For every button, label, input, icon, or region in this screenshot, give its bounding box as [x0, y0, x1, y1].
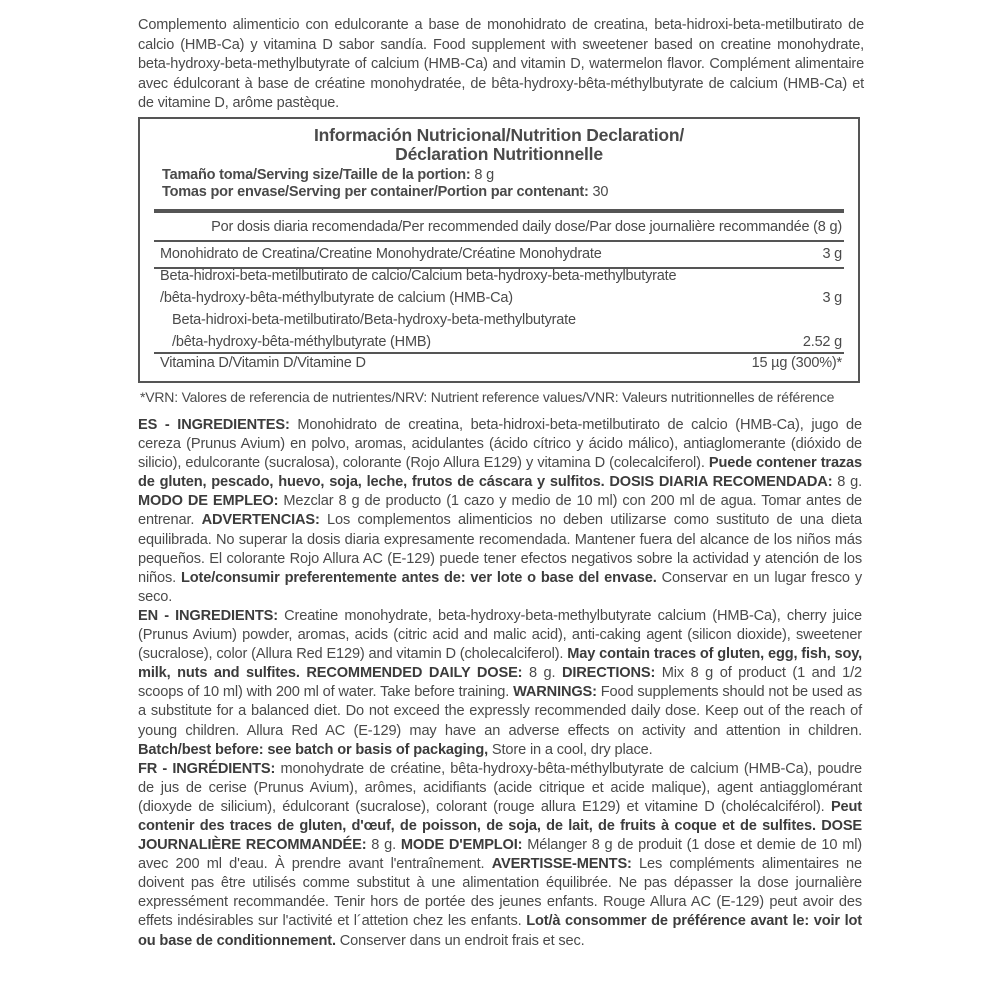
nutrient-row	[160, 352, 842, 374]
fr-warnings-label: AVERTISSE-MENTS:	[491, 856, 632, 873]
serving-info	[162, 167, 608, 201]
servings-per-container	[162, 184, 608, 201]
fr-lot-text: Conserver dans un endroit frais et sec.	[335, 932, 585, 949]
servings-value: 30	[592, 184, 609, 200]
en-allergens: May contain traces of gluten, egg, fish, soy, milk, nuts and sulfites.	[138, 646, 862, 682]
section-en	[138, 607, 862, 760]
title-line-2: Déclaration Nutritionnelle	[395, 144, 603, 164]
es-dose-text: 8 g.	[832, 474, 862, 491]
en-batch-label: Batch/best before: see batch or basis of packaging,	[138, 741, 488, 758]
product-description: Complemento alimenticio con edulcorante a base de monohidrato de creatina, beta-hidroxi-beta-metilbutirato de calcio (HMB-Ca) y vitamina D sabor sandía. Food supplement with sweetener based on creatine monohydrate, beta-hydroxy-beta-methylbutyrate of calcium (HMB-Ca) and vitamin D, watermelon flavor. Complément alimentaire avec édulcorant à base de créatine monohydratée, de bêta-hydroxy-bêta-méthylbutyrate de calcium (HMB-Ca) et de vitamine D, arôme pastèque.	[138, 17, 864, 111]
fr-allergens: Peut contenir des traces de gluten, d'œuf, de poisson, de soja, de lait, de fruits à coque et de sulfites.	[138, 798, 862, 834]
fr-lot-label: Lot/à consommer de préférence avant le: voir lot ou base de conditionnement.	[138, 913, 862, 949]
nutrient-value: 2.52 g	[802, 334, 842, 350]
servings-label: Tomas por envase/Serving per container/Portion par contenant:	[162, 184, 589, 200]
en-warnings-text: Food supplements should not be used as a substitute for a balanced diet. Do not exceed the expressly recommended daily dose. Keep out of the reach of young children. Allura Red AC (E-129) may have an adverse effects on activity and attention in children.	[138, 684, 862, 739]
en-warnings-label: WARNINGS:	[513, 684, 597, 701]
serving-size-label: Tamaño toma/Serving size/Taille de la portion:	[162, 167, 471, 183]
nutrition-panel	[138, 117, 860, 383]
nutrient-label: Monohidrato de Creatina/Creatine Monohydrate/Créatine Monohydrate	[160, 246, 602, 262]
dose-header: Por dosis diaria recomendada/Per recommended daily dose/Par dose journalière recommandée (8 g)	[211, 219, 842, 235]
nutrient-value: 3 g	[822, 246, 842, 262]
nutrient-label-line-1: Beta-hidroxi-beta-metilbutirato de calcio/Calcium beta-hydroxy-beta-methylbutyrate	[160, 268, 677, 284]
section-fr	[138, 760, 862, 951]
serving-size	[162, 167, 608, 184]
nutrient-label-line-1: Beta-hidroxi-beta-metilbutirato/Beta-hydroxy-beta-methylbutyrate	[172, 312, 576, 328]
nutrient-label-line-2: /bêta-hydroxy-bêta-méthylbutyrate de calcium (HMB-Ca)	[160, 290, 513, 306]
title-line-1: Información Nutricional/Nutrition Declaration/	[314, 125, 684, 145]
fr-dose-text: 8 g.	[366, 837, 401, 854]
fr-mode-text: Mélanger 8 g de produit (1 dose et demie de 10 ml) avec 200 ml d'eau. À prendre avant l'entraînement.	[138, 837, 863, 873]
section-es	[138, 416, 862, 607]
es-mode-text: Mezclar 8 g de producto (1 cazo y medio de 10 ml) con 200 ml de agua. Tomar antes de entrenar.	[138, 493, 863, 529]
es-dose-label: DOSIS DIARIA RECOMENDADA:	[604, 474, 833, 491]
es-lot-text: Conservar en un lugar fresco y seco.	[138, 569, 863, 605]
nrv-footnote: *VRN: Valores de referencia de nutrientes/NRV: Nutrient reference values/VNR: Valeurs nutritionnelles de référence	[140, 389, 835, 405]
es-warnings-label: ADVERTENCIAS:	[201, 512, 320, 529]
es-lot-label: Lote/consumir preferentemente antes de: ver lote o base del envase.	[181, 569, 657, 586]
es-mode-label: MODO DE EMPLEO:	[138, 493, 279, 510]
es-ingredients-text: Monohidrato de creatina, beta-hidroxi-beta-metilbutirato de calcio (HMB-Ca), jugo de cereza (Prunus Avium) en polvo, aromas, acidulantes (ácido cítrico y ácido málico), antiaglomerante (dióxido de silicio), edulcorante (sucralosa), colorante (Rojo Allura E129) y vitamina D (colecalciferol).	[138, 417, 862, 472]
fr-mode-label: MODE D'EMPLOI:	[400, 837, 523, 854]
es-warnings-text: Los complementos alimenticios no deben utilizarse como sustituto de una dieta equilibrada. No superar la dosis diaria expresamente recomendada. Mantener fuera del alcance de los niños más pequeños. El colorante Rojo Allura AC (E-129) puede tener efectos negativos sobre la actividad y atención de los niños.	[138, 512, 862, 586]
en-directions-text: Mix 8 g of product (1 and 1/2 scoops of 10 ml) with 200 ml of water. Take before training.	[138, 665, 862, 701]
fr-dose-label: DOSE JOURNALIÈRE RECOMMANDÉE:	[138, 817, 862, 854]
en-dose-text: 8 g.	[522, 665, 562, 682]
fr-ingredients-label: FR - INGRÉDIENTS:	[138, 760, 276, 777]
en-ingredients-label: EN - INGREDIENTS:	[138, 607, 278, 624]
nutrient-label-line-2: /bêta-hydroxy-bêta-méthylbutyrate (HMB)	[172, 334, 431, 350]
en-dose-label: RECOMMENDED DAILY DOSE:	[299, 665, 523, 682]
nutrition-panel-title	[140, 126, 858, 164]
divider	[154, 240, 844, 242]
ingredients-block	[138, 416, 862, 951]
nutrient-row	[160, 265, 842, 309]
nutrient-sub-row	[172, 309, 842, 353]
en-directions-label: DIRECTIONS:	[561, 665, 656, 682]
es-allergens: Puede contener trazas de gluten, pescado, huevo, soja, leche, frutos de cáscara y sulfitos.	[138, 455, 862, 491]
nutrient-row	[160, 243, 842, 265]
fr-warnings-text: Les compléments alimentaires ne doivent pas être utilisés comme substitut à une alimentation équilibrée. Ne pas dépasser la dose journalière expressément recommandée. Tenir hors de portée des jeunes enfants. Rouge Allura AC (E-129) peut avoir des effets indésirables sur l'activité et l´attetion chez les enfants.	[138, 856, 862, 930]
es-ingredients-label: ES - INGREDIENTES:	[138, 417, 290, 433]
fr-ingredients-text: monohydrate de créatine, bêta-hydroxy-bêta-méthylbutyrate de calcium (HMB-Ca), poudre de jus de cerise (Prunus Avium), arômes, acidifiants (acide citrique et acide malique), agent antiagglomérant (dioxyde de silicium), édulcorant (sucralose), colorant (rouge allura E129) et vitamine D (cholécalciférol).	[138, 760, 863, 815]
en-batch-text: Store in a cool, dry place.	[488, 741, 653, 758]
thick-divider	[154, 209, 844, 213]
nutrient-value: 3 g	[822, 290, 842, 306]
nutrient-label: Vitamina D/Vitamin D/Vitamine D	[160, 355, 366, 371]
en-ingredients-text: Creatine monohydrate, beta-hydroxy-beta-methylbutyrate calcium (HMB-Ca), cherry juice (Prunus Avium) powder, aromas, acids (citric acid and malic acid), anti-caking agent (silicon dioxide), sweetener (sucralose), color (Allura Red E129) and vitamin D (cholecalciferol).	[138, 607, 862, 663]
serving-size-value: 8 g	[474, 167, 494, 183]
nutrient-value: 15 µg (300%)*	[751, 355, 842, 371]
